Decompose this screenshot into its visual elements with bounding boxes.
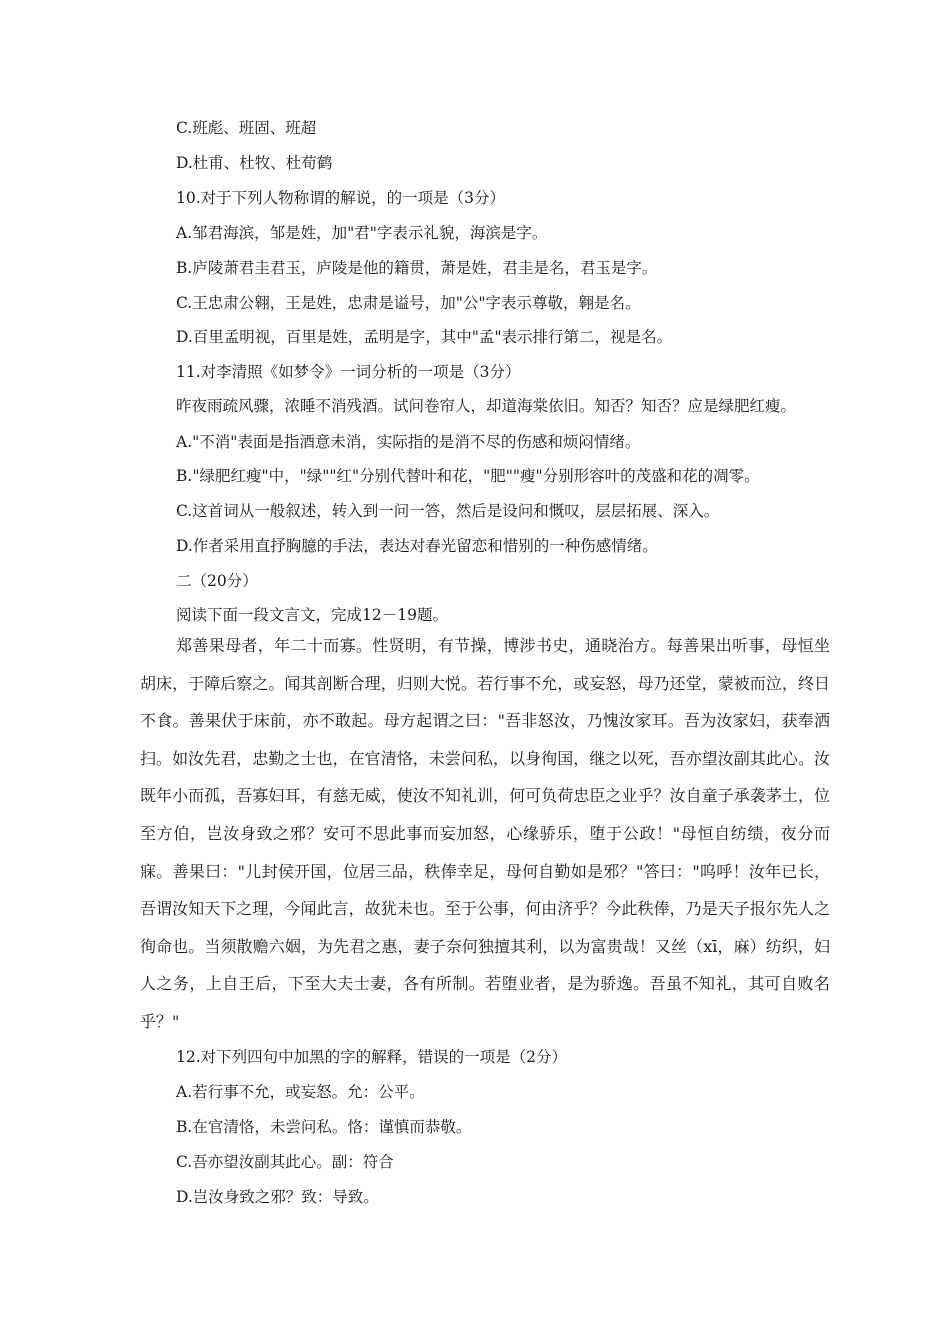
option-c-q9: C.班彪、班固、班超 — [176, 119, 317, 137]
option-b-q12: B.在官清恪，未尝问私。恪：谨慎而恭敬。 — [176, 1118, 472, 1136]
option-d-q12: D.岂汝身致之邪？致：导致。 — [176, 1188, 379, 1206]
option-d-q10: D.百里孟明视，百里是姓，孟明是字，其中"孟"表示排行第二，视是名。 — [176, 328, 673, 346]
option-c-q11: C.这首词从一般叙述，转入到一问一答，然后是设问和慨叹，层层拓展、深入。 — [176, 502, 720, 520]
option-c-q10: C.王忠肃公翱，王是姓，忠肃是谥号，加"公"字表示尊敬，翱是名。 — [176, 294, 641, 312]
option-d-q11: D.作者采用直抒胸臆的手法，表达对春光留恋和惜别的一种伤感情绪。 — [176, 537, 658, 555]
question-12-stem: 12.对下列四句中加黑的字的解释，错误的一项是（2分） — [176, 1048, 568, 1066]
reading-instruction: 阅读下面一段文言文，完成12－19题。 — [176, 606, 448, 624]
option-a-q11: A."不消"表面是指酒意未消，实际指的是消不尽的伤感和烦闷情绪。 — [176, 433, 641, 451]
classical-passage: 郑善果母者，年二十而寡。性贤明，有节操，博涉书史，通晓治方。每善果出听事，母恒坐胡床，于障后察之。闻其剖断合理，归则大悦。若行事不允，或妄怒，母乃还堂，蒙被而泣，终日不食。善果伏于床前，亦不敢起。母方起谓之曰："吾非怒汝，乃愧汝家耳。吾为汝家妇，获奉洒扫。如汝先君，忠勤之士也，在官清恪，未尝问私，以身徇国，继之以死，吾亦望汝副其此心。汝既年小而孤，吾寡妇耳，有慈无威，使汝不知礼训，何可负荷忠臣之业乎？汝自童子承袭茅土，位至方伯，岂汝身致之邪？安可不思此事而妄加怒，心缘骄乐，堕于公政！"母恒自纺绩，夜分而寐。善果曰："儿封侯开国，位居三品，秩俸幸足，母何自勤如是邪？"答曰："呜呼！汝年已长，吾谓汝知天下之理，今闻此言，故犹未也。至于公事，何由济乎？今此秩俸，乃是天子报尔先人之徇命也。当须散赡六姻，为先君之惠，妻子奈何独擅其利，以为富贵哉！又丝（xī，麻）纺织，妇人之务，上自王后，下至大夫士妻，各有所制。若堕业者，是为骄逸。吾虽不知礼，其可自败名乎？" — [140, 636, 830, 1031]
poem-text: 昨夜雨疏风骤，浓睡不消残酒。试问卷帘人，却道海棠依旧。知否？知否？应是绿肥红瘦。 — [176, 397, 797, 415]
option-a-q10: A.邹君海滨，邹是姓，加"君"字表示礼貌，海滨是字。 — [176, 224, 548, 242]
question-11-stem: 11.对李清照《如梦令》一词分析的一项是（3分） — [176, 363, 521, 381]
option-a-q12: A.若行事不允，或妄怒。允：公平。 — [176, 1083, 425, 1101]
option-b-q11: B."绿肥红瘦"中，"绿""红"分别代替叶和花，"肥""瘦"分别形容叶的茂盛和花的凋零。 — [176, 467, 760, 485]
question-10-stem: 10.对于下列人物称谓的解说，的一项是（3分） — [176, 189, 506, 207]
section-two-heading: 二（20分） — [176, 572, 258, 590]
option-b-q10: B.庐陵萧君圭君玉，庐陵是他的籍贯，萧是姓，君圭是名，君玉是字。 — [176, 259, 658, 277]
option-c-q12: C.吾亦望汝副其此心。副：符合 — [176, 1153, 394, 1171]
option-d-q9: D.杜甫、杜牧、杜荀鹤 — [176, 154, 333, 172]
